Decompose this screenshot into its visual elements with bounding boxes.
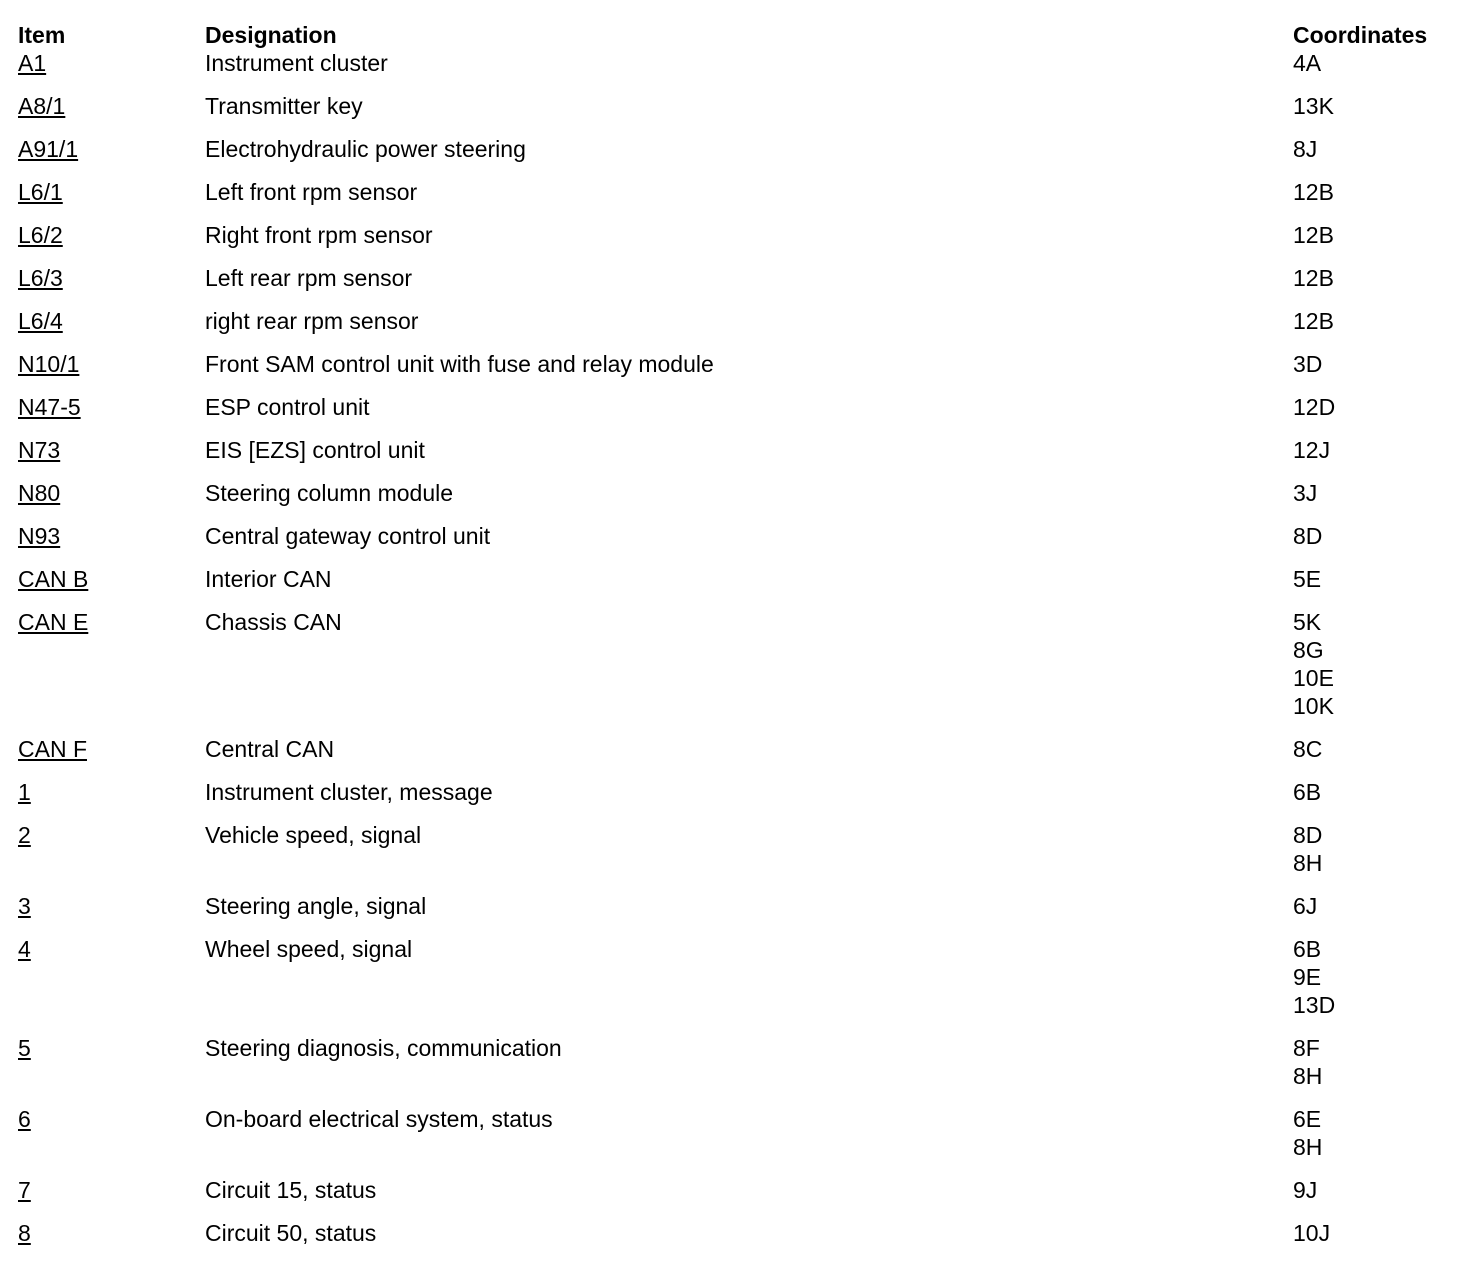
item-cell: [18, 778, 205, 806]
coordinate-value: 12B: [1293, 308, 1334, 334]
coordinates-cell: [1293, 264, 1458, 292]
table-row: [18, 307, 1458, 335]
designation-cell: Instrument cluster: [205, 50, 388, 76]
item-link[interactable]: N73: [18, 437, 61, 463]
coordinate-value: 3J: [1293, 480, 1318, 506]
designation-cell: Interior CAN: [205, 566, 332, 592]
coordinates-cell: [1293, 436, 1458, 464]
item-cell: [18, 821, 205, 849]
table-row: [18, 350, 1458, 378]
coordinate-value: 8H: [1293, 1134, 1323, 1160]
designation-cell: Left rear rpm sensor: [205, 265, 413, 291]
designation-cell: EIS [EZS] control unit: [205, 437, 425, 463]
header-item: Item: [18, 22, 66, 48]
coordinates-cell: [1293, 1176, 1458, 1204]
item-cell: [18, 350, 205, 378]
coordinate-value: 8D: [1293, 822, 1323, 848]
coordinate-value: 9E: [1293, 964, 1322, 990]
table-row: [18, 892, 1458, 920]
item-link[interactable]: N80: [18, 480, 61, 506]
header-designation: Designation: [205, 22, 337, 48]
coordinates-cell: [1293, 49, 1458, 77]
designation-cell: ESP control unit: [205, 394, 370, 420]
item-cell: [18, 92, 205, 120]
designation-cell: Circuit 50, status: [205, 1220, 377, 1246]
table-row: [18, 821, 1458, 877]
table-row: [18, 1176, 1458, 1204]
designation-cell: Transmitter key: [205, 93, 363, 119]
table-row: [18, 264, 1458, 292]
item-cell: [18, 307, 205, 335]
coordinates-cell: [1293, 479, 1458, 507]
table-row: [18, 479, 1458, 507]
item-cell: [18, 221, 205, 249]
coordinate-value: 8H: [1293, 1063, 1323, 1089]
coordinate-value: 6E: [1293, 1106, 1322, 1132]
table-header: [18, 21, 1458, 49]
coordinate-value: 6B: [1293, 936, 1322, 962]
item-cell: [18, 135, 205, 163]
coordinate-value: 10K: [1293, 693, 1334, 719]
item-cell: [18, 608, 205, 636]
coordinate-value: 8J: [1293, 136, 1318, 162]
table-row: [18, 1219, 1458, 1247]
coordinates-cell: [1293, 821, 1458, 877]
coordinate-value: 8G: [1293, 637, 1324, 663]
item-cell: [18, 49, 205, 77]
item-cell: [18, 264, 205, 292]
table-row: [18, 92, 1458, 120]
coordinate-value: 5K: [1293, 609, 1322, 635]
item-link[interactable]: L6/4: [18, 308, 63, 334]
designation-cell: Left front rpm sensor: [205, 179, 418, 205]
designation-cell: Circuit 15, status: [205, 1177, 377, 1203]
designation-cell: Front SAM control unit with fuse and relay module: [205, 351, 714, 377]
item-link[interactable]: CAN E: [18, 609, 89, 635]
table-row: [18, 1034, 1458, 1090]
item-link[interactable]: CAN F: [18, 736, 87, 762]
item-link[interactable]: 7: [18, 1177, 31, 1203]
designation-cell: Vehicle speed, signal: [205, 822, 422, 848]
designation-cell: On-board electrical system, status: [205, 1106, 553, 1132]
coordinates-cell: [1293, 935, 1458, 1019]
designation-cell: Steering angle, signal: [205, 893, 427, 919]
item-cell: [18, 393, 205, 421]
coordinate-value: 6J: [1293, 893, 1318, 919]
designation-cell: Central gateway control unit: [205, 523, 491, 549]
coordinate-value: 8H: [1293, 850, 1323, 876]
designation-cell: Electrohydraulic power steering: [205, 136, 526, 162]
coordinates-cell: [1293, 1105, 1458, 1161]
coordinate-value: 9J: [1293, 1177, 1318, 1203]
table-row: [18, 221, 1458, 249]
item-link[interactable]: L6/2: [18, 222, 63, 248]
table-row: [18, 1105, 1458, 1161]
item-link[interactable]: A1: [18, 50, 47, 76]
item-cell: [18, 1105, 205, 1133]
coordinates-cell: [1293, 350, 1458, 378]
item-cell: [18, 436, 205, 464]
coordinate-value: 3D: [1293, 351, 1323, 377]
item-link[interactable]: 8: [18, 1220, 31, 1246]
coordinate-value: 12J: [1293, 437, 1331, 463]
table-row: [18, 436, 1458, 464]
item-link[interactable]: 6: [18, 1106, 31, 1132]
item-cell: [18, 479, 205, 507]
coordinates-cell: [1293, 1219, 1458, 1247]
item-link[interactable]: A91/1: [18, 136, 79, 162]
item-cell: [18, 1034, 205, 1062]
item-cell: [18, 935, 205, 963]
item-link[interactable]: 3: [18, 893, 31, 919]
item-link[interactable]: N93: [18, 523, 61, 549]
designation-cell: Right front rpm sensor: [205, 222, 433, 248]
designation-cell: Chassis CAN: [205, 609, 342, 635]
item-cell: [18, 1176, 205, 1204]
item-link[interactable]: 5: [18, 1035, 31, 1061]
coordinate-value: 13D: [1293, 992, 1336, 1018]
coordinate-value: 12B: [1293, 265, 1334, 291]
coordinates-cell: [1293, 1034, 1458, 1090]
table-row: [18, 135, 1458, 163]
coordinates-cell: [1293, 135, 1458, 163]
table-row: [18, 393, 1458, 421]
coordinate-value: 13K: [1293, 93, 1334, 119]
item-cell: [18, 565, 205, 593]
table-row: [18, 565, 1458, 593]
table-row: [18, 522, 1458, 550]
coordinate-value: 12D: [1293, 394, 1336, 420]
table-row: [18, 935, 1458, 1019]
designation-cell: Steering diagnosis, communication: [205, 1035, 562, 1061]
coordinate-value: 10J: [1293, 1220, 1331, 1246]
table-row: [18, 608, 1458, 720]
coordinates-cell: [1293, 92, 1458, 120]
designation-cell: Wheel speed, signal: [205, 936, 413, 962]
coordinates-cell: [1293, 892, 1458, 920]
coordinate-value: 8C: [1293, 736, 1323, 762]
coordinates-cell: [1293, 608, 1458, 720]
coordinate-value: 10E: [1293, 665, 1334, 691]
item-link[interactable]: A8/1: [18, 93, 66, 119]
table-row: [18, 178, 1458, 206]
table-row: [18, 735, 1458, 763]
item-link[interactable]: 2: [18, 822, 31, 848]
item-cell: [18, 892, 205, 920]
coordinates-cell: [1293, 565, 1458, 593]
table-body: [18, 49, 1458, 1247]
coordinates-cell: [1293, 221, 1458, 249]
table-row: [18, 778, 1458, 806]
item-link[interactable]: 1: [18, 779, 31, 805]
designation-cell: Central CAN: [205, 736, 335, 762]
designation-cell: Instrument cluster, message: [205, 779, 493, 805]
coordinate-value: 6B: [1293, 779, 1322, 805]
table-row: [18, 49, 1458, 77]
coordinate-value: 8D: [1293, 523, 1323, 549]
item-link[interactable]: L6/3: [18, 265, 63, 291]
coordinates-cell: [1293, 307, 1458, 335]
item-cell: [18, 522, 205, 550]
designation-cell: right rear rpm sensor: [205, 308, 419, 334]
coordinate-value: 8F: [1293, 1035, 1320, 1061]
coordinates-cell: [1293, 178, 1458, 206]
item-link[interactable]: N10/1: [18, 351, 80, 377]
item-cell: [18, 735, 205, 763]
coordinates-cell: [1293, 778, 1458, 806]
coordinate-value: 4A: [1293, 50, 1322, 76]
coordinates-cell: [1293, 522, 1458, 550]
coordinates-cell: [1293, 393, 1458, 421]
item-link[interactable]: N47-5: [18, 394, 81, 420]
item-link[interactable]: L6/1: [18, 179, 63, 205]
header-coordinates: Coordinates: [1293, 22, 1428, 48]
coordinate-value: 12B: [1293, 222, 1334, 248]
item-cell: [18, 1219, 205, 1247]
item-link[interactable]: 4: [18, 936, 31, 962]
item-link[interactable]: CAN B: [18, 566, 89, 592]
coordinate-value: 5E: [1293, 566, 1322, 592]
legend-table: [18, 21, 1458, 1247]
coordinates-cell: [1293, 735, 1458, 763]
designation-cell: Steering column module: [205, 480, 454, 506]
item-cell: [18, 178, 205, 206]
coordinate-value: 12B: [1293, 179, 1334, 205]
